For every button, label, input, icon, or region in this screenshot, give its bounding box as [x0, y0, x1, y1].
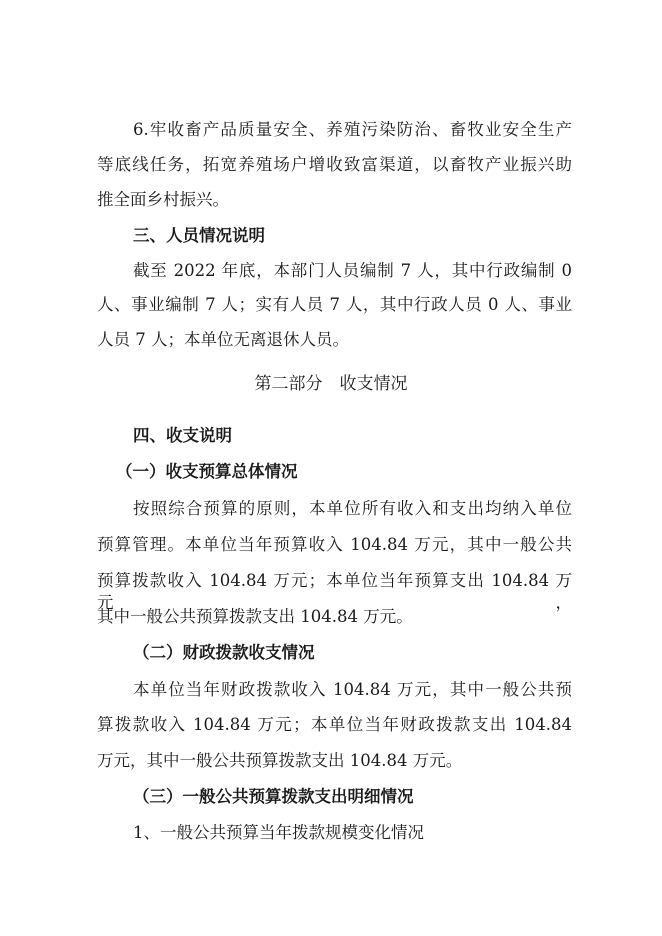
paragraph-line: 算拨款收入 104.84 万元；本单位当年财政拨款支出 104.84 — [97, 715, 572, 734]
paragraph-line: 预算拨款收入 104.84 万元；本单位当年预算支出 104.84 万元， — [97, 571, 572, 612]
subsection-heading-fiscal-appropriation: （二）财政拨款收支情况 — [133, 643, 315, 662]
paragraph-line: 预算管理。本单位当年预算收入 104.84 万元，其中一般公共 — [97, 535, 572, 554]
paragraph-line: 人、事业编制 7 人；实有人员 7 人，其中行政人员 0 人、事业 — [97, 295, 572, 314]
paragraph-line: 其中一般公共预算拨款支出 104.84 万元。 — [97, 607, 413, 626]
paragraph-line: 人员 7 人；本单位无离退休人员。 — [97, 330, 349, 349]
part-title: 第二部分 收支情况 — [254, 374, 408, 394]
list-item: 1、一般公共预算当年拨款规模变化情况 — [133, 823, 424, 842]
paragraph-line: 6.牢收畜产品质量安全、养殖污染防治、畜牧业安全生产 — [133, 120, 572, 139]
paragraph-line: 万元，其中一般公共预算拨款支出 104.84 万元。 — [97, 751, 463, 770]
paragraph-line: 本单位当年财政拨款收入 104.84 万元，其中一般公共预 — [133, 680, 572, 699]
paragraph-line: 等底线任务，拓宽养殖场户增收致富渠道，以畜牧产业振兴助 — [97, 155, 572, 174]
subsection-heading-general-public-budget: （三）一般公共预算拨款支出明细情况 — [133, 787, 414, 806]
paragraph-line: 推全面乡村振兴。 — [97, 190, 229, 209]
paragraph-line: 按照综合预算的原则，本单位所有收入和支出均纳入单位 — [133, 499, 572, 518]
section-heading-revenue-expenditure: 四、收支说明 — [133, 426, 232, 445]
paragraph-line: 截至 2022 年底，本部门人员编制 7 人，其中行政编制 0 — [133, 261, 572, 280]
subsection-heading-overall-budget: （一）收支预算总体情况 — [116, 462, 298, 481]
section-heading-personnel: 三、人员情况说明 — [133, 226, 265, 245]
